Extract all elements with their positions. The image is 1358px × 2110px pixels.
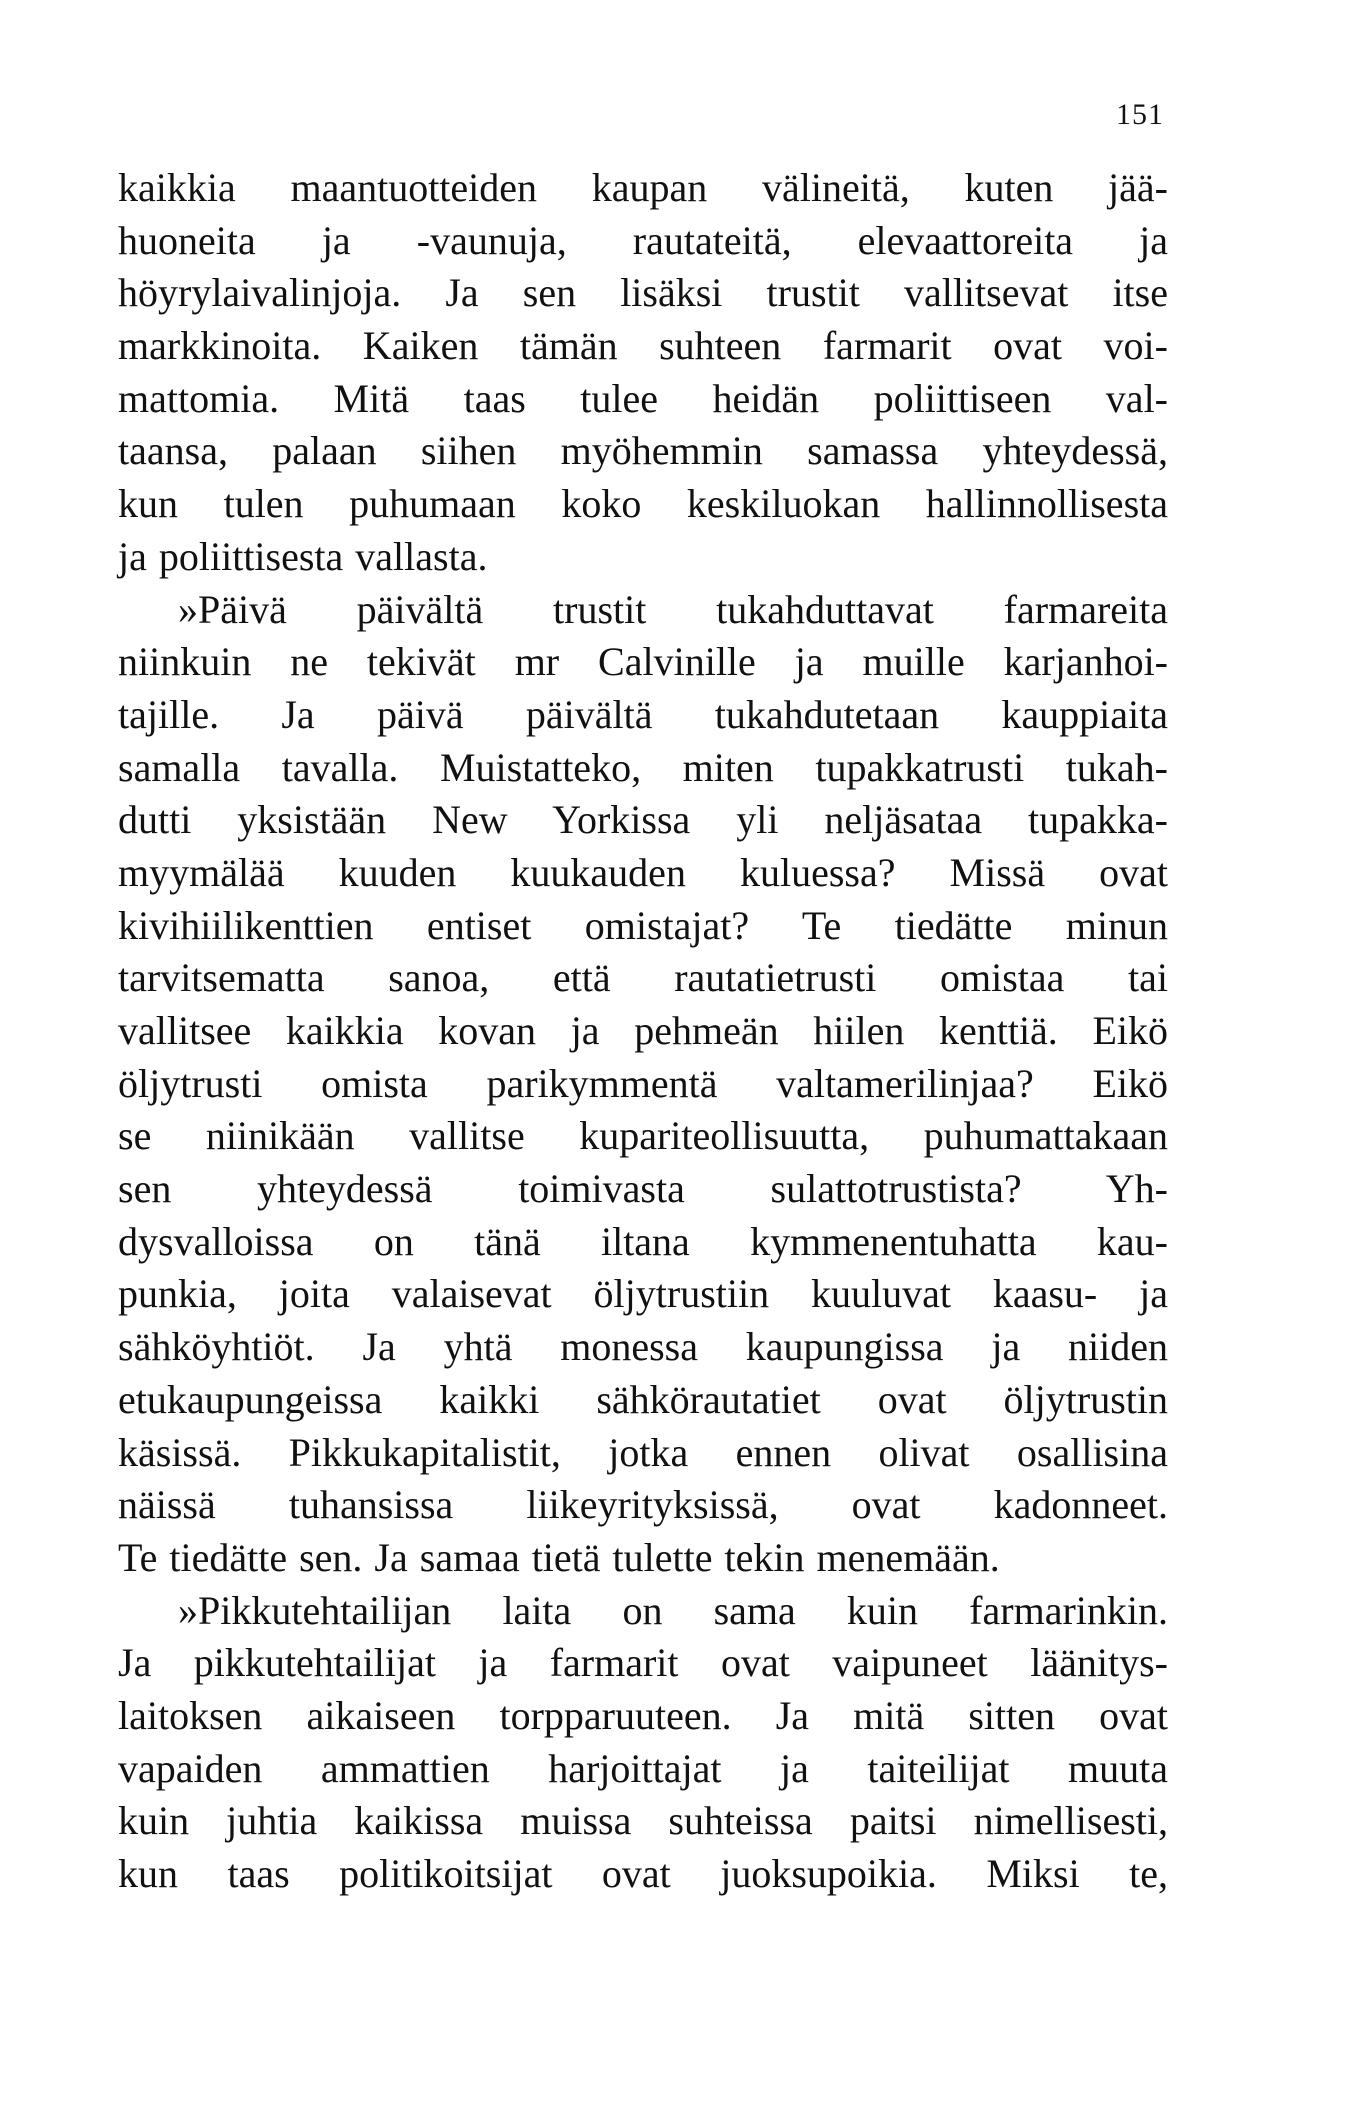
text-line: sen yhteydessä toimivasta sulattotrustista? Yh- bbox=[118, 1166, 1168, 1212]
text-line: käsissä. Pikkukapitalistit, jotka ennen olivat osallisina bbox=[118, 1429, 1168, 1475]
text-line: sähköyhtiöt. Ja yhtä monessa kaupungissa ja niiden bbox=[118, 1324, 1168, 1370]
text-line: samalla tavalla. Muistatteko, miten tupakkatrusti tukah- bbox=[118, 744, 1168, 790]
text-line: dutti yksistään New Yorkissa yli neljäsataa tupakka- bbox=[118, 797, 1168, 843]
text-line: dysvalloissa on tänä iltana kymmenentuhatta kau- bbox=[118, 1218, 1168, 1264]
text-line: myymälää kuuden kuukauden kuluessa? Missä ovat bbox=[118, 849, 1168, 895]
text-line: kuin juhtia kaikissa muissa suhteissa paitsi nimellisesti, bbox=[118, 1798, 1168, 1844]
text-line: kivihiilikenttien entiset omistajat? Te tiedätte minun bbox=[118, 902, 1168, 948]
paragraph bbox=[118, 584, 1168, 1585]
text-line: ja poliittisesta vallasta. bbox=[118, 533, 488, 579]
text-line: laitoksen aikaiseen torpparuuteen. Ja mitä sitten ovat bbox=[118, 1692, 1168, 1738]
text-line: kun tulen puhumaan koko keskiluokan hallinnollisesta bbox=[118, 481, 1168, 527]
text-line: markkinoita. Kaiken tämän suhteen farmarit ovat voi- bbox=[118, 323, 1168, 369]
text-line: vallitsee kaikkia kovan ja pehmeän hiilen kenttiä. Eikö bbox=[118, 1008, 1168, 1053]
page-number: 151 bbox=[1116, 98, 1164, 131]
text-line: mattomia. Mitä taas tulee heidän poliittiseen val- bbox=[118, 375, 1168, 421]
text-line: punkia, joita valaisevat öljytrustiin kuuluvat kaasu- ja bbox=[118, 1271, 1168, 1317]
paragraph bbox=[118, 1585, 1168, 1901]
text-line: tarvitsematta sanoa, että rautatietrusti omistaa tai bbox=[118, 955, 1168, 1001]
text-line: huoneita ja -vaunuja, rautateitä, elevaattoreita ja bbox=[118, 217, 1168, 263]
text-line: taansa, palaan siihen myöhemmin samassa yhteydessä, bbox=[118, 428, 1168, 474]
body-text bbox=[118, 162, 1168, 1901]
text-line: kun taas politikoitsijat ovat juoksupoikia. Miksi te, bbox=[118, 1851, 1168, 1896]
text-line: »Päivä päivältä trustit tukahduttavat farmareita bbox=[178, 586, 1168, 632]
text-line: vapaiden ammattien harjoittajat ja taiteilijat muuta bbox=[118, 1745, 1168, 1791]
text-line: kaikkia maantuotteiden kaupan välineitä, kuten jää- bbox=[118, 165, 1168, 210]
text-line: tajille. Ja päivä päivältä tukahdutetaan kauppiaita bbox=[118, 691, 1168, 737]
text-line: se niinikään vallitse kupariteollisuutta, puhumattakaan bbox=[118, 1113, 1168, 1159]
text-line: höyrylaivalinjoja. Ja sen lisäksi trustit vallitsevat itse bbox=[118, 270, 1168, 316]
text-line: näissä tuhansissa liikeyrityksissä, ovat kadonneet. bbox=[118, 1482, 1168, 1528]
text-line: öljytrusti omista parikymmentä valtamerilinjaa? Eikö bbox=[118, 1060, 1168, 1106]
text-line: Te tiedätte sen. Ja samaa tietä tulette tekin menemään. bbox=[118, 1534, 1000, 1580]
text-line: Ja pikkutehtailijat ja farmarit ovat vaipuneet läänitys- bbox=[118, 1640, 1168, 1686]
text-line: niinkuin ne tekivät mr Calvinille ja muille karjanhoi- bbox=[118, 639, 1168, 685]
paragraph bbox=[118, 162, 1168, 584]
text-line: etukaupungeissa kaikki sähkörautatiet ovat öljytrustin bbox=[118, 1376, 1168, 1422]
text-line: »Pikkutehtailijan laita on sama kuin farmarinkin. bbox=[178, 1587, 1168, 1633]
